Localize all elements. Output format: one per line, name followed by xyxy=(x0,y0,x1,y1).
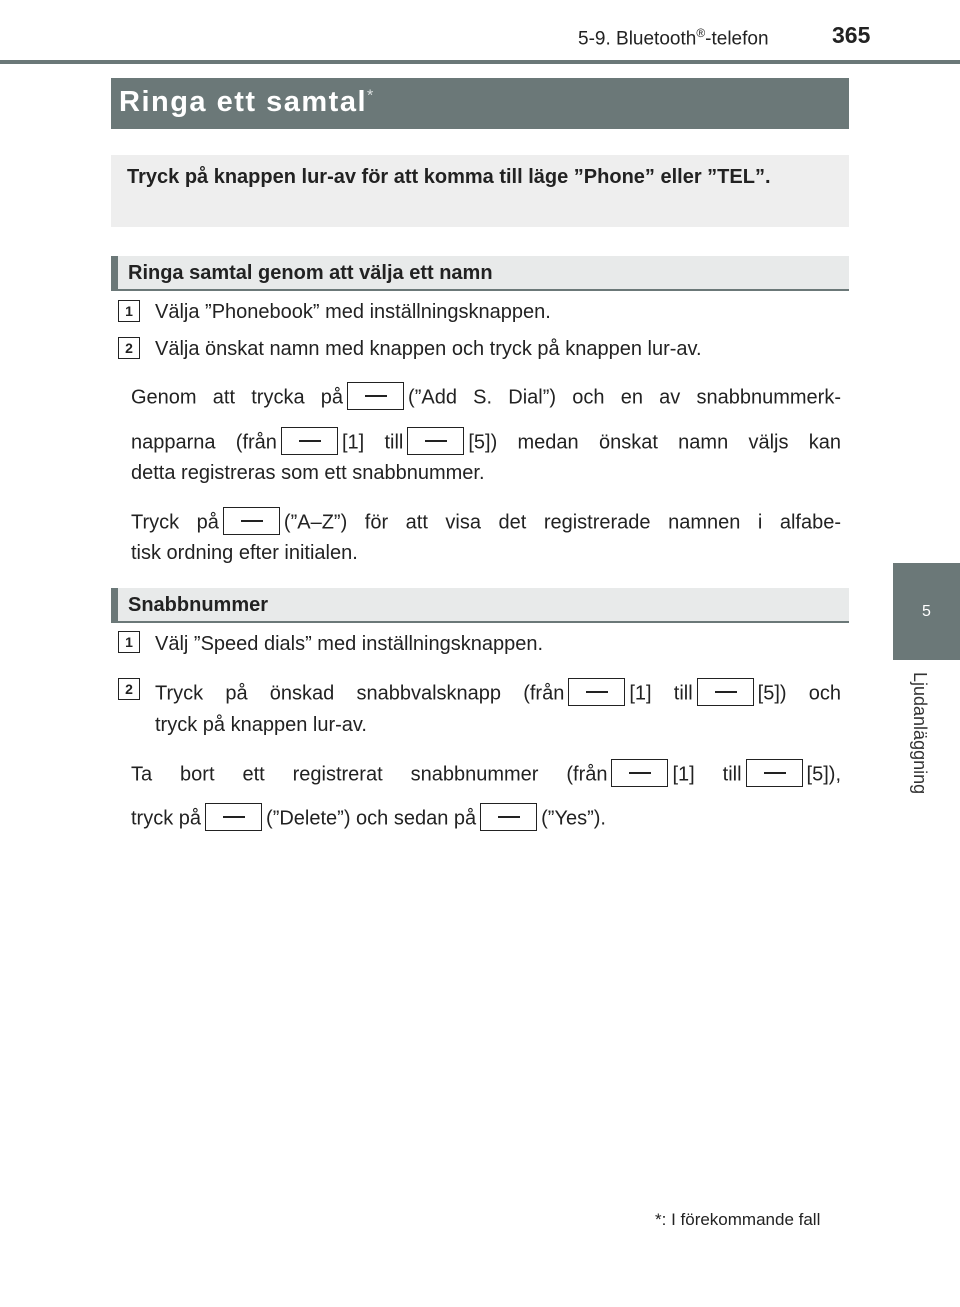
footnote-text: : I förekommande fall xyxy=(661,1210,821,1229)
chapter-tab xyxy=(893,563,960,660)
button-icon xyxy=(697,678,754,706)
step-number: 1 xyxy=(118,300,140,322)
paragraph-line xyxy=(131,805,606,833)
text-span: [1] till xyxy=(672,763,742,786)
text-span: [5]), xyxy=(806,763,841,786)
button-icon xyxy=(568,678,625,706)
page-number: 365 xyxy=(832,22,871,48)
section-title-suffix: -telefon xyxy=(705,28,769,50)
text-span: tryck på xyxy=(131,807,202,830)
step-text xyxy=(155,680,841,708)
section-heading-text: Ringa samtal genom att välja ett namn xyxy=(128,262,493,284)
button-icon xyxy=(746,759,803,787)
paragraph-line: tisk ordning efter initialen. xyxy=(131,542,358,564)
text-span: (”A–Z”) för att visa det registrerade namnen i alfabe- xyxy=(283,511,842,534)
paragraph-line xyxy=(131,429,841,457)
section-heading-text: Snabbnummer xyxy=(128,594,269,616)
button-icon xyxy=(205,803,262,831)
page-title xyxy=(119,86,375,119)
footnote xyxy=(655,1210,820,1230)
section-heading-call-by-name xyxy=(111,256,849,291)
section-heading-speed-dial xyxy=(111,588,849,623)
section-heading-bar xyxy=(111,588,118,621)
step-number: 1 xyxy=(118,631,140,653)
button-icon xyxy=(407,427,464,455)
button-icon xyxy=(281,427,338,455)
chapter-label: Ljudanläggning xyxy=(910,672,930,795)
text-span: Tryck på önskad snabbvalsknapp (från xyxy=(155,682,565,705)
section-heading-bar xyxy=(111,256,118,289)
header-rule xyxy=(0,60,960,64)
text-span: Ta bort ett registrerat snabbnummer (från xyxy=(131,763,608,786)
step-text: Välja ”Phonebook” med inställningsknappen. xyxy=(155,301,551,323)
text-span: napparna (från xyxy=(131,431,277,454)
step-text: Välj ”Speed dials” med inställningsknappen. xyxy=(155,633,544,655)
text-span: (”Delete”) och sedan på xyxy=(266,807,477,830)
section-title-prefix: 5-9. Bluetooth xyxy=(578,28,697,50)
button-icon xyxy=(223,507,280,535)
paragraph-line: detta registreras som ett snabbnummer. xyxy=(131,462,485,484)
step-number: 2 xyxy=(118,337,140,359)
registered-mark: ® xyxy=(696,26,706,40)
button-icon xyxy=(480,803,537,831)
intro-box xyxy=(111,155,849,227)
button-icon xyxy=(347,382,404,410)
step-number: 2 xyxy=(118,678,140,700)
chapter-number: 5 xyxy=(922,603,931,620)
text-span: [1] till xyxy=(629,682,693,705)
title-bar xyxy=(111,78,849,129)
text-span: [5]) medan önskat namn väljs kan xyxy=(468,431,842,454)
text-span: [5]) och xyxy=(757,682,841,705)
text-span: [1] till xyxy=(341,431,404,454)
paragraph-line xyxy=(131,761,841,789)
paragraph-line xyxy=(131,384,841,412)
text-span: (”Yes”). xyxy=(541,807,606,830)
footnote-marker: * xyxy=(655,1210,662,1229)
section-title xyxy=(578,26,769,50)
paragraph-line xyxy=(131,509,841,537)
text-span: Tryck på xyxy=(131,511,219,534)
page-title-text: Ringa ett samtal xyxy=(119,86,367,118)
intro-text: Tryck på knappen lur-av för att komma till läge ”Phone” eller ”TEL”. xyxy=(127,166,771,188)
button-icon xyxy=(611,759,668,787)
step-text: tryck på knappen lur-av. xyxy=(155,714,367,736)
footnote-marker: * xyxy=(367,87,375,105)
step-text: Välja önskat namn med knappen och tryck på knappen lur-av. xyxy=(155,338,702,360)
text-span: Genom att trycka på xyxy=(131,386,344,409)
text-span: (”Add S. Dial”) och en av snabbnummerk- xyxy=(408,386,841,409)
